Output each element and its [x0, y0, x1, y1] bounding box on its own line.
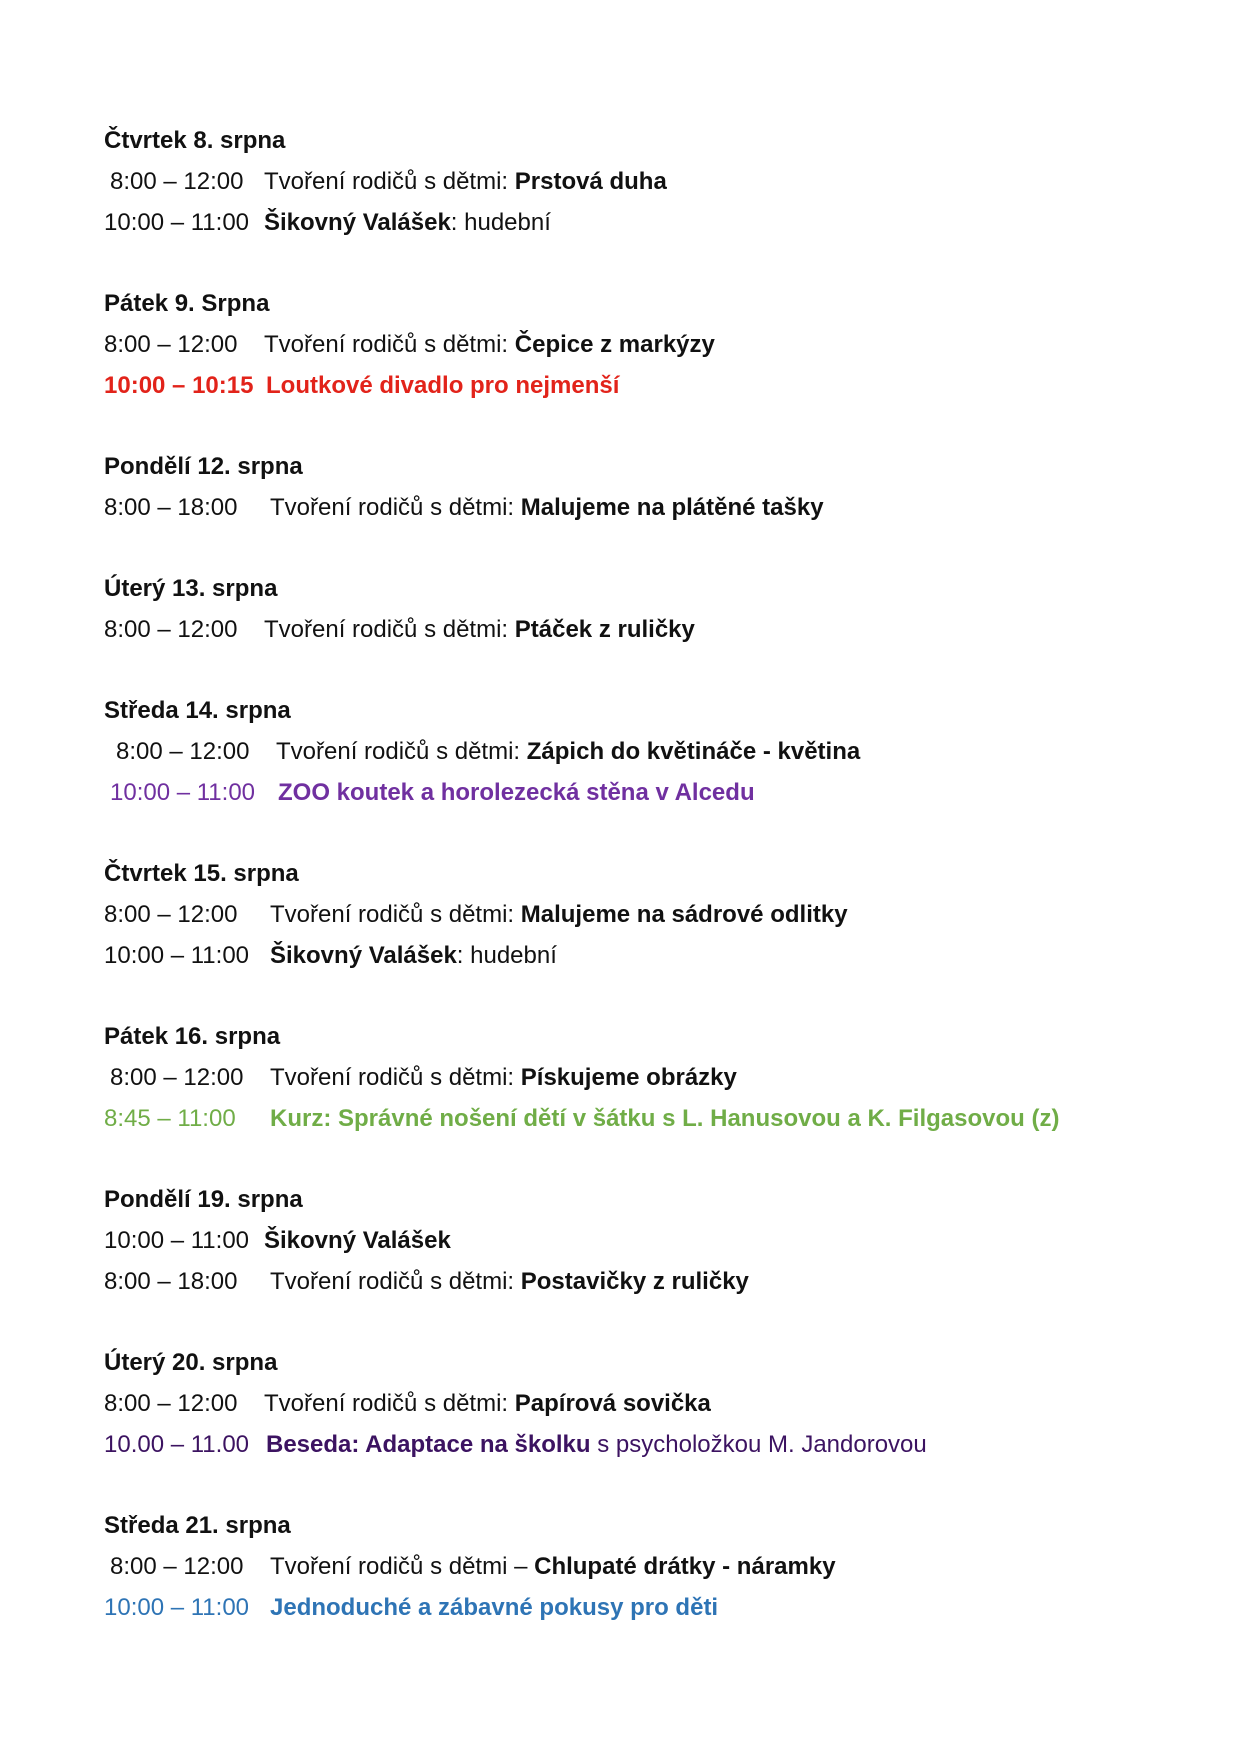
day-title: Středa 21. srpna: [104, 1512, 291, 1539]
activity-name: Jednoduché a zábavné pokusy pro děti: [270, 1594, 719, 1621]
schedule-row: [104, 1546, 1184, 1587]
time-range: 8:00 – 12:00: [104, 616, 238, 643]
day-title: Čtvrtek 15. srpna: [104, 860, 299, 887]
schedule-row-highlight: [104, 365, 1184, 406]
activity-name: Šikovný Valášek: [264, 209, 451, 236]
activity-name: Beseda: Adaptace na školku: [266, 1431, 591, 1458]
activity-prefix: Tvoření rodičů s dětmi:: [264, 331, 515, 358]
time-range: 8:00 – 12:00: [104, 331, 238, 358]
activity-prefix: Tvoření rodičů s dětmi:: [276, 738, 527, 765]
activity-suffix: : hudební: [450, 209, 551, 236]
time-range: 10.00 – 11.00: [104, 1431, 250, 1458]
schedule-row-highlight: [104, 772, 1184, 813]
time-range: 8:00 – 18:00: [104, 1268, 238, 1295]
day-section: [104, 1342, 1184, 1465]
activity-name: Šikovný Valášek: [270, 942, 457, 969]
time-range: 10:00 – 10:15: [104, 372, 254, 399]
day-title: Pondělí 19. srpna: [104, 1186, 303, 1213]
schedule-row: [104, 935, 1184, 976]
day-section: [104, 853, 1184, 976]
activity-name: Postavičky z ruličky: [520, 1268, 749, 1295]
activity-prefix: Tvoření rodičů s dětmi:: [264, 1390, 515, 1417]
activity-name: ZOO koutek a horolezecká stěna v Alcedu: [278, 779, 755, 806]
activity-name: Ptáček z ruličky: [514, 616, 695, 643]
schedule-row: [104, 894, 1184, 935]
time-range: 10:00 – 11:00: [110, 779, 256, 806]
time-range: 10:00 – 11:00: [104, 1227, 250, 1254]
activity-prefix: Tvoření rodičů s dětmi:: [270, 1064, 521, 1091]
day-section: [104, 1179, 1184, 1302]
time-range: 8:00 – 18:00: [104, 494, 238, 521]
day-title: Pondělí 12. srpna: [104, 453, 303, 480]
schedule-row: [104, 1261, 1184, 1302]
activity-name: Prstová duha: [514, 168, 667, 195]
schedule-row: [104, 731, 1184, 772]
day-title: Úterý 20. srpna: [104, 1349, 278, 1376]
activity-prefix: Tvoření rodičů s dětmi:: [270, 1268, 521, 1295]
activity-name: Papírová sovička: [514, 1390, 711, 1417]
schedule-row: [104, 1057, 1184, 1098]
time-range: 10:00 – 11:00: [104, 1594, 250, 1621]
schedule-row: [104, 1383, 1184, 1424]
day-title: Pátek 9. Srpna: [104, 290, 270, 317]
schedule-row: [104, 487, 1184, 528]
day-section: [104, 120, 1184, 243]
activity-name: Malujeme na plátěné tašky: [520, 494, 824, 521]
activity-prefix: Tvoření rodičů s dětmi:: [264, 168, 515, 195]
schedule-row-highlight: [104, 1424, 1184, 1465]
time-range: 8:45 – 11:00: [104, 1105, 236, 1132]
activity-name: Pískujeme obrázky: [520, 1064, 737, 1091]
day-section: [104, 568, 1184, 650]
schedule-row: [104, 324, 1184, 365]
activity-prefix: Tvoření rodičů s dětmi:: [270, 901, 521, 928]
day-title: Úterý 13. srpna: [104, 575, 278, 602]
day-title: Čtvrtek 8. srpna: [104, 127, 286, 154]
day-section: [104, 283, 1184, 406]
day-section: [104, 1016, 1184, 1139]
schedule-row-highlight: [104, 1098, 1184, 1139]
activity-name: Šikovný Valášek: [264, 1227, 451, 1254]
schedule-row: [104, 202, 1184, 243]
activity-name: Malujeme na sádrové odlitky: [520, 901, 848, 928]
schedule-row-highlight: [104, 1587, 1184, 1628]
time-range: 8:00 – 12:00: [116, 738, 250, 765]
time-range: 8:00 – 12:00: [110, 1553, 244, 1580]
schedule-row: [104, 1220, 1184, 1261]
activity-name: Čepice z markýzy: [514, 331, 715, 358]
activity-name: Chlupaté drátky - náramky: [534, 1553, 836, 1580]
time-range: 10:00 – 11:00: [104, 209, 250, 236]
time-range: 8:00 – 12:00: [110, 168, 244, 195]
time-range: 8:00 – 12:00: [104, 901, 238, 928]
activity-prefix: Tvoření rodičů s dětmi:: [270, 494, 521, 521]
time-range: 8:00 – 12:00: [110, 1064, 244, 1091]
activity-name: Zápich do květináče - květina: [526, 738, 861, 765]
time-range: 10:00 – 11:00: [104, 942, 250, 969]
day-title: Pátek 16. srpna: [104, 1023, 281, 1050]
activity-suffix: : hudební: [456, 942, 557, 969]
schedule-row: [104, 161, 1184, 202]
schedule-page: [104, 120, 1184, 1668]
activity-name: Loutkové divadlo pro nejmenší: [266, 372, 620, 399]
schedule-row: [104, 609, 1184, 650]
activity-name: Kurz: Správné nošení dětí v šátku s L. Hanusovou a K. Filgasovou (z): [270, 1105, 1060, 1132]
day-section: [104, 690, 1184, 813]
activity-suffix: s psycholožkou M. Jandorovou: [590, 1431, 927, 1458]
day-section: [104, 446, 1184, 528]
activity-prefix: Tvoření rodičů s dětmi:: [264, 616, 515, 643]
activity-prefix: Tvoření rodičů s dětmi –: [270, 1553, 535, 1580]
time-range: 8:00 – 12:00: [104, 1390, 238, 1417]
day-section: [104, 1505, 1184, 1628]
day-title: Středa 14. srpna: [104, 697, 291, 724]
